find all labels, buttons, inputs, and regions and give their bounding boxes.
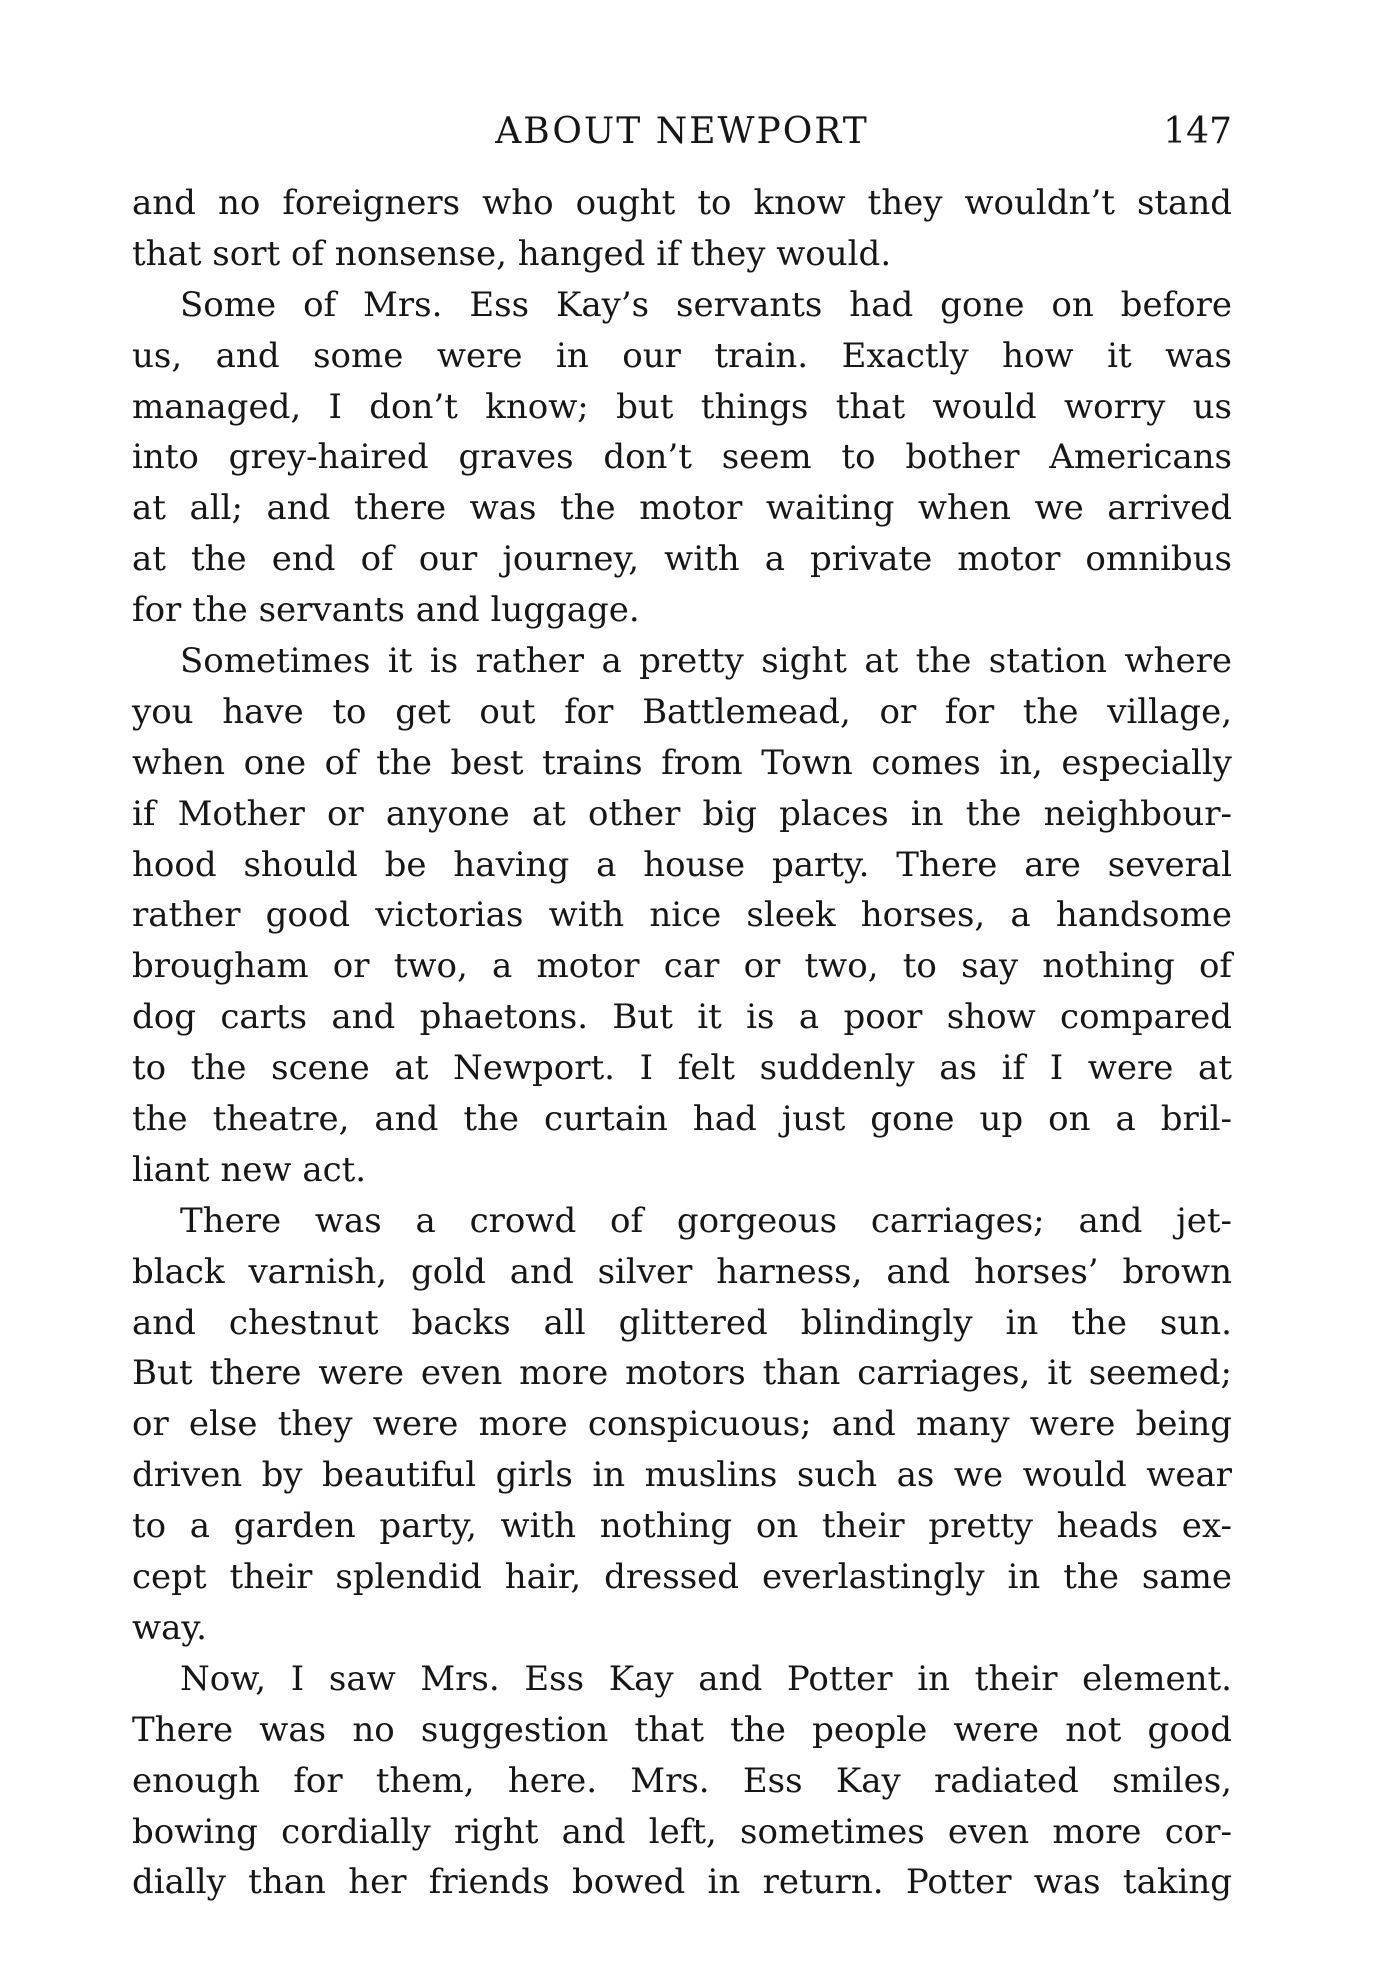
text-line: to a garden party, with nothing on their pretty heads ex- xyxy=(132,1506,1232,1547)
text-line: the theatre, and the curtain had just gone up on a bril- xyxy=(132,1099,1232,1140)
text-line: enough for them, here. Mrs. Ess Kay radiated smiles, xyxy=(132,1760,1232,1801)
text-line: or else they were more conspicuous; and many were being xyxy=(132,1404,1232,1445)
text-line: hood should be having a house party. There are several xyxy=(132,844,1232,885)
text-line: bowing cordially right and left, sometimes even more cor- xyxy=(132,1811,1232,1852)
text-line: that sort of nonsense, hanged if they would. xyxy=(132,233,892,274)
text-line: into grey-haired graves don’t seem to bother Americans xyxy=(132,437,1232,478)
text-line: us, and some were in our train. Exactly how it was xyxy=(132,335,1232,376)
text-line: Sometimes it is rather a pretty sight at the station where xyxy=(180,641,1232,682)
text-line: But there were even more motors than carriages, it seemed; xyxy=(132,1353,1232,1394)
text-line: at all; and there was the motor waiting when we arrived xyxy=(132,488,1232,529)
body-text xyxy=(132,178,1232,1908)
running-head: ABOUT NEWPORT xyxy=(495,111,869,152)
text-line: and chestnut backs all glittered blindingly in the sun. xyxy=(132,1302,1232,1343)
page-number: 147 xyxy=(1163,111,1232,152)
text-line: liant new act. xyxy=(132,1149,367,1190)
text-line: when one of the best trains from Town comes in, especially xyxy=(132,742,1232,783)
text-line: way. xyxy=(132,1607,207,1648)
text-line: to the scene at Newport. I felt suddenly as if I were at xyxy=(132,1048,1232,1089)
text-line: dog carts and phaetons. But it is a poor show compared xyxy=(132,997,1232,1038)
text-line: you have to get out for Battlemead, or for the village, xyxy=(132,691,1232,732)
page-header xyxy=(132,104,1232,164)
text-line: and no foreigners who ought to know they wouldn’t stand xyxy=(132,183,1232,223)
text-line: driven by beautiful girls in muslins such as we would wear xyxy=(132,1455,1232,1496)
text-line: Some of Mrs. Ess Kay’s servants had gone on before xyxy=(180,284,1232,325)
text-line: black varnish, gold and silver harness, and horses’ brown xyxy=(132,1251,1232,1292)
text-line: dially than her friends bowed in return. Potter was taking xyxy=(132,1862,1232,1903)
text-line: if Mother or anyone at other big places in the neighbour- xyxy=(132,793,1232,834)
text-line: managed, I don’t know; but things that would worry us xyxy=(132,386,1232,427)
text-line: There was no suggestion that the people were not good xyxy=(132,1709,1232,1750)
text-line: for the servants and luggage. xyxy=(132,590,640,631)
text-line: brougham or two, a motor car or two, to say nothing of xyxy=(132,946,1232,987)
text-line: Now, I saw Mrs. Ess Kay and Potter in their element. xyxy=(180,1658,1232,1699)
text-line: at the end of our journey, with a private motor omnibus xyxy=(132,539,1232,580)
text-line: rather good victorias with nice sleek horses, a handsome xyxy=(132,895,1232,936)
text-line: cept their splendid hair, dressed everlastingly in the same xyxy=(132,1557,1232,1598)
text-line: There was a crowd of gorgeous carriages; and jet- xyxy=(180,1200,1232,1241)
